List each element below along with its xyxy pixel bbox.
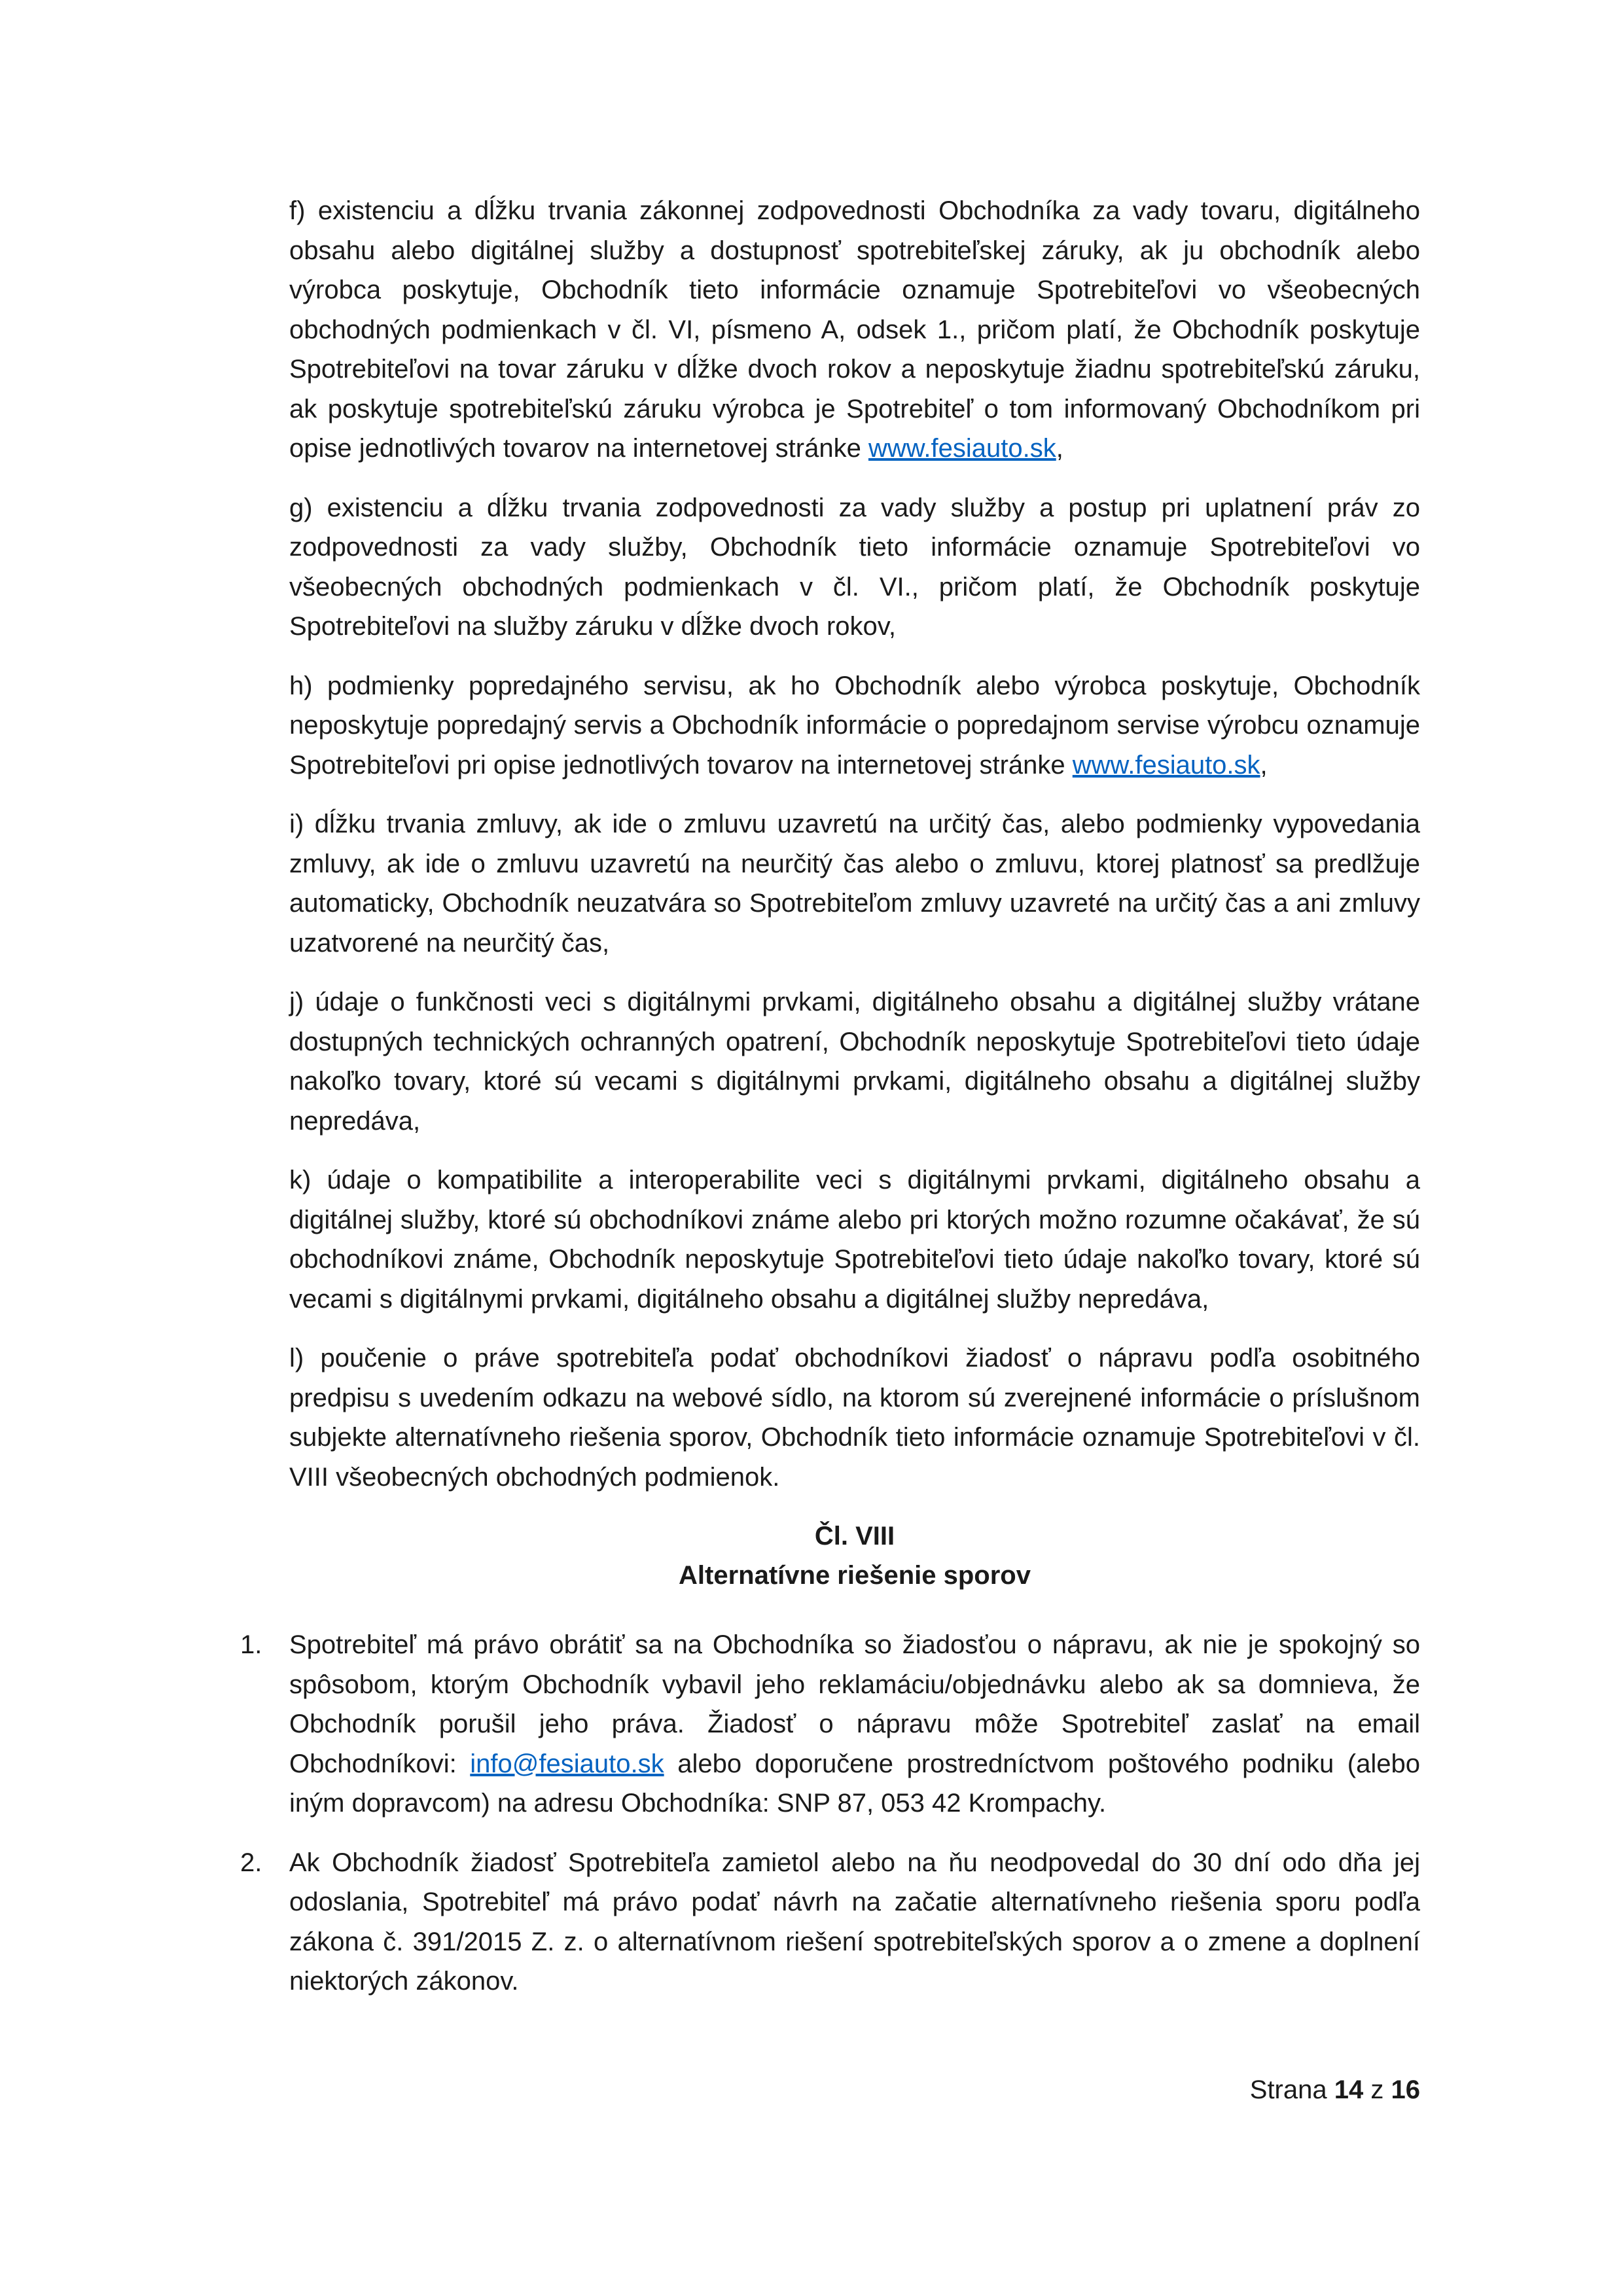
website-link[interactable]: www.fesiauto.sk [868,434,1056,463]
total-pages: 16 [1391,2075,1420,2104]
paragraph-i: i) dĺžku trvania zmluvy, ak ide o zmluvu uzavretú na určitý čas, alebo podmienky vypovedania zmluvy, ak ide o zmluvu uzavretú na neurčitý čas alebo o zmluvu, ktorej platnosť sa predlžuje automaticky, Obchodník neuzatvára so Spotrebiteľom zmluvy uzavreté na určitý čas a ani zmluvy uzatvorené na neurčitý čas, [289,810,1420,958]
paragraph-k: k) údaje o kompatibilite a interoperabilite veci s digitálnymi prvkami, digitálneho obsahu a digitálnej služby, ktoré sú obchodníkovi známe alebo pri ktorých možno rozumne očakávať, že sú obchodníkovi známe, Obchodník neposkytuje Spotrebiteľovi tieto údaje nakoľko tovary, ktoré sú vecami s digitálnymi prvkami, digitálneho obsahu a digitálnej služby nepredáva, [289,1166,1420,1314]
paragraph-f-text: f) existenciu a dĺžku trvania zákonnej zodpovednosti Obchodníka za vady tovaru, digitálneho obsahu alebo digitálnej služby a dostupnosť spotrebiteľskej záruky, ak ju obchodník alebo výrobca poskytuje, Obchodník tieto informácie oznamuje Spotrebiteľovi vo všeobecných obchodných podmienkach v čl. VI, písmeno A, odsek 1., pričom platí, že Obchodník poskytuje Spotrebiteľovi na tovar záruku v dĺžke dvoch rokov a neposkytuje žiadnu spotrebiteľskú záruku, ak poskytuje spotrebiteľskú záruku výrobca je Spotrebiteľ o tom informovaný Obchodníkom pri opise jednotlivých tovarov na internetovej stránke [289,196,1420,463]
numbered-item-2 [240,1843,1420,2001]
section-number: Čl. VIII [814,1522,895,1551]
paragraph-l: l) poučenie o práve spotrebiteľa podať obchodníkovi žiadosť o nápravu podľa osobitného predpisu s uvedením odkazu na webové sídlo, na ktorom sú zverejnené informácie o príslušnom subjekte alternatívneho riešenia sporov, Obchodník tieto informácie oznamuje Spotrebiteľovi v čl. VIII všeobecných obchodných podmienok. [289,1344,1420,1492]
website-link[interactable]: www.fesiauto.sk [1072,750,1260,780]
paragraph-j: j) údaje o funkčnosti veci s digitálnymi prvkami, digitálneho obsahu a digitálnej služby vrátane dostupných technických ochranných opatrení, Obchodník neposkytuje Spotrebiteľovi tieto údaje nakoľko tovary, ktoré sú vecami s digitálnymi prvkami, digitálneho obsahu a digitálnej služby nepredáva, [289,988,1420,1136]
paragraph-g: g) existenciu a dĺžku trvania zodpovednosti za vady služby a postup pri uplatnení práv zo zodpovednosti za vady služby, Obchodník tieto informácie oznamuje Spotrebiteľovi vo všeobecných obchodných podmienkach v čl. VI., pričom platí, že Obchodník poskytuje Spotrebiteľovi na služby záruku v dĺžke dvoch rokov, [289,493,1420,641]
document-page [240,191,1420,2021]
paragraph-h-text: h) podmienky popredajného servisu, ak ho Obchodník alebo výrobca poskytuje, Obchodník neposkytuje popredajný servis a Obchodník informácie o popredajnom servise výrobcu oznamuje Spotrebiteľovi pri opise jednotlivých tovarov na internetovej stránke [289,671,1420,780]
section-title: Alternatívne riešenie sporov [679,1561,1031,1590]
paragraph-f: f) existenciu a dĺžku trvania zákonnej zodpovednosti Obchodníka za vady tovaru, digitálneho obsahu alebo digitálnej služby a dostupnosť spotrebiteľskej záruky, ak ju obchodník alebo výrobca poskytuje, Obchodník tieto informácie oznamuje Spotrebiteľovi vo všeobecných obchodných podmienkach v čl. VI, písmeno A, odsek 1., pričom platí, že Obchodník poskytuje Spotrebiteľovi na tovar záruku v dĺžke dvoch rokov a neposkytuje žiadnu spotrebiteľskú záruku, ak poskytuje spotrebiteľskú záruku výrobca je Spotrebiteľ o tom informovaný Obchodníkom pri opise jednotlivých tovarov na internetovej stránke www.fesiauto.sk, [289,196,1420,463]
current-page: 14 [1334,2075,1364,2104]
page-label: Strana [1249,2075,1327,2104]
paragraph-h: h) podmienky popredajného servisu, ak ho Obchodník alebo výrobca poskytuje, Obchodník neposkytuje popredajný servis a Obchodník informácie o popredajnom servise výrobcu oznamuje Spotrebiteľovi pri opise jednotlivých tovarov na internetovej stránke www.fesiauto.sk, [289,671,1420,780]
item-number: 2. [240,1848,262,1877]
item-text: Spotrebiteľ má právo obrátiť sa na Obchodníka so žiadosťou o nápravu, ak nie je spokojný so spôsobom, ktorým Obchodník vybavil jeho reklamáciu/objednávku alebo ak sa domnieva, že Obchodník porušil jeho práva. Žiadosť o nápravu môže Spotrebiteľ zaslať na email Obchodníkovi: [289,1630,1420,1778]
page-separator: z [1370,2075,1384,2104]
section-heading [289,1516,1420,1595]
page-footer [1250,2073,1420,2106]
item-text: Ak Obchodník žiadosť Spotrebiteľa zamietol alebo na ňu neodpovedal do 30 dní odo dňa jej odoslania, Spotrebiteľ má právo podať návrh na začatie alternatívneho riešenia sporu podľa zákona č. 391/2015 Z. z. o alternatívnom riešení spotrebiteľských sporov a o zmene a doplnení niektorých zákonov. [289,1848,1420,1996]
email-link[interactable]: info@fesiauto.sk [470,1749,664,1778]
item-number: 1. [240,1630,262,1659]
numbered-item-1: 1. Spotrebiteľ má právo obrátiť sa na Obchodníka so žiadosťou o nápravu, ak nie je spokojný so spôsobom, ktorým Obchodník vybavil jeho reklamáciu/objednávku alebo ak sa domnieva, že Obchodník porušil jeho práva. Žiadosť o nápravu môže Spotrebiteľ zaslať na email Obchodníkovi: info@fesiauto.sk alebo doporučene prostredníctvom poštového podniku (alebo iným dopravcom) na adresu Obchodníka: SNP 87, 053 42 Krompachy. [289,1625,1420,1823]
